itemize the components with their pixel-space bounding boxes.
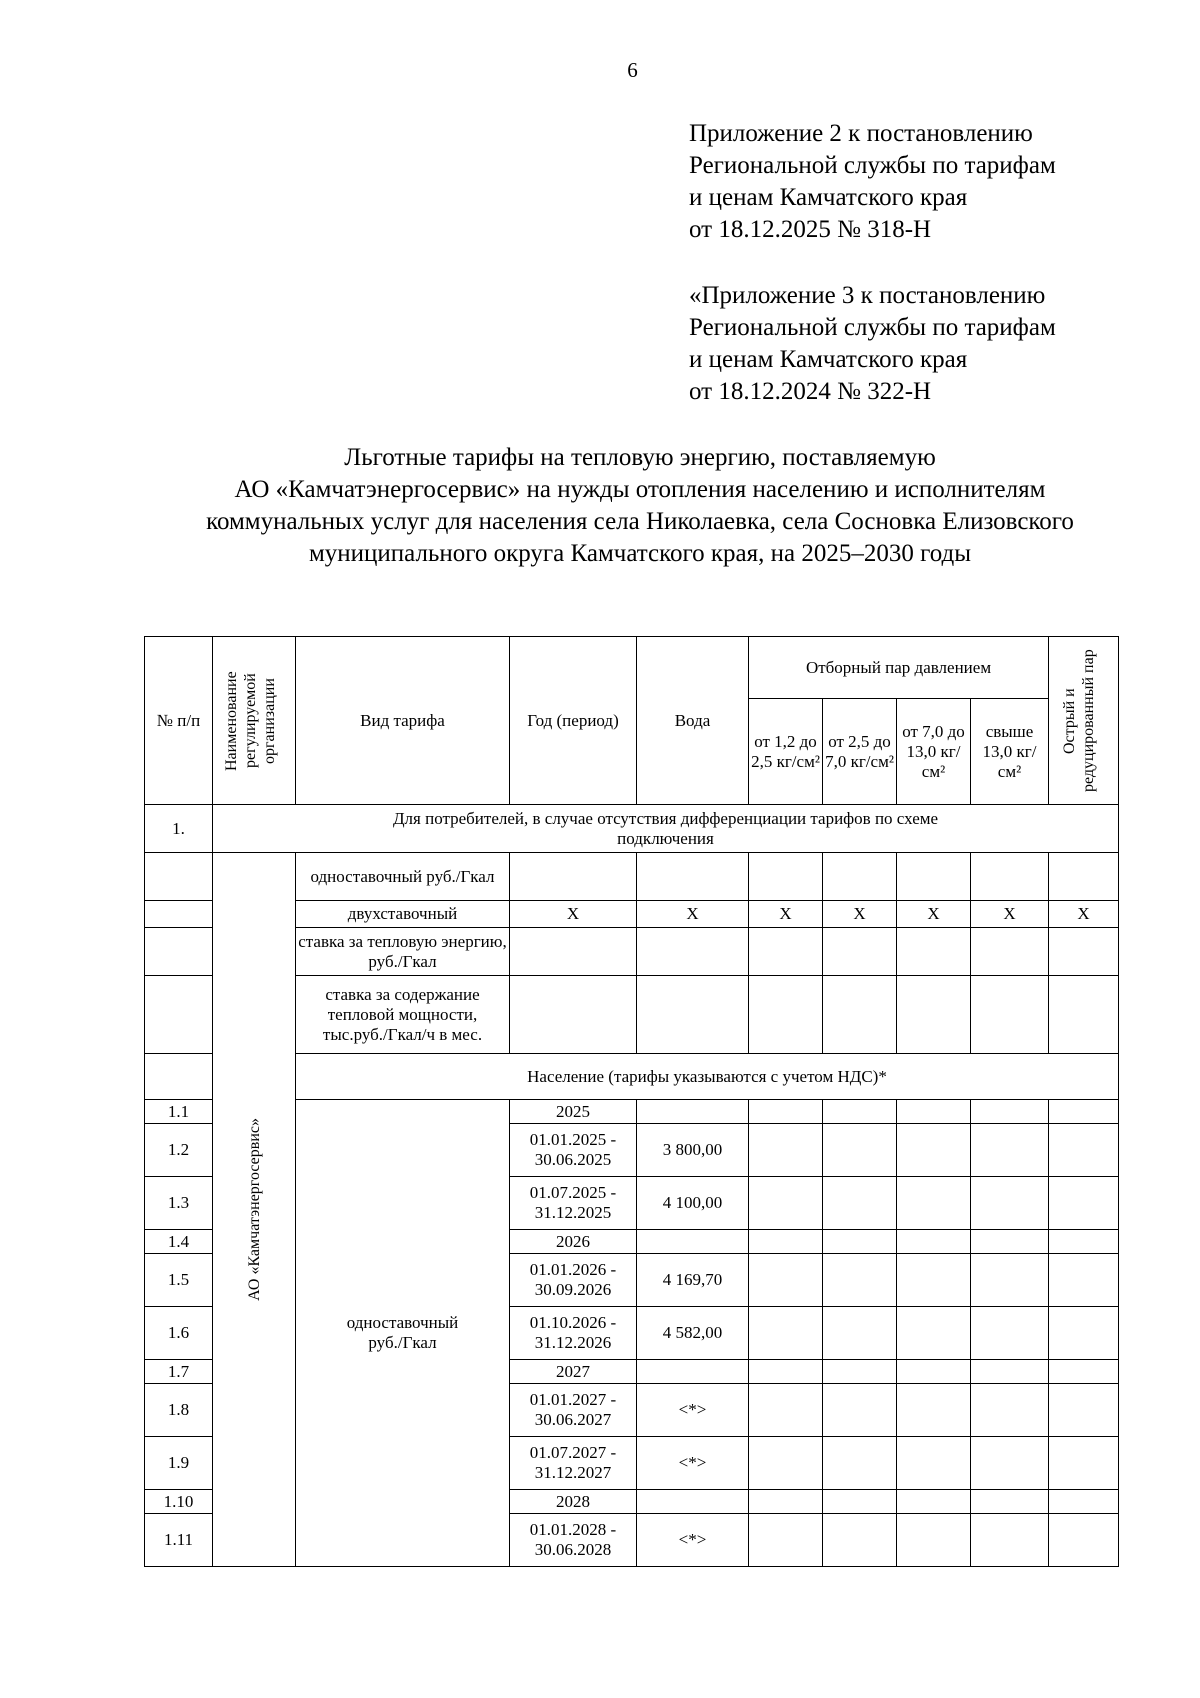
period-cell: 2025 (510, 1100, 637, 1124)
title-line: Льготные тарифы на тепловую энергию, поставляемую (344, 444, 936, 471)
header-org: Наименование регулируемой организации (213, 637, 296, 805)
annex-line: и ценам Камчатского края (689, 184, 968, 211)
cell-num (145, 901, 213, 928)
x-mark: Х (749, 901, 823, 928)
tariff-table (144, 636, 1119, 1567)
value-cell (749, 928, 823, 976)
value-cell (823, 1384, 897, 1437)
row-num: 1.10 (145, 1490, 213, 1514)
title-line: муниципального округа Камчатского края, на 2025–2030 годы (308, 540, 972, 567)
header-pressure-3: от 7,0 до 13,0 кг/см² (897, 699, 971, 805)
cell-num (145, 853, 213, 901)
annex-line: «Приложение 3 к постановлению (689, 282, 1046, 309)
value-cell (637, 853, 749, 901)
org-name-cell: АО «Камчатэнергосервис» (213, 853, 296, 1567)
row-num: 1.3 (145, 1177, 213, 1230)
value-cell (749, 1177, 823, 1230)
value-cell (971, 1514, 1049, 1567)
row-num: 1.6 (145, 1307, 213, 1360)
x-mark: Х (823, 901, 897, 928)
value-cell (971, 1124, 1049, 1177)
value-cell (1049, 1230, 1119, 1254)
period-cell: 2028 (510, 1490, 637, 1514)
value-cell (897, 1384, 971, 1437)
water-value: 4 169,70 (637, 1254, 749, 1307)
row-num: 1.7 (145, 1360, 213, 1384)
value-cell (1049, 1307, 1119, 1360)
value-cell (1049, 1437, 1119, 1490)
row-num: 1.9 (145, 1437, 213, 1490)
value-cell (971, 1360, 1049, 1384)
value-cell (749, 1230, 823, 1254)
value-cell (823, 1100, 897, 1124)
header-pressure-1: от 1,2 до 2,5 кг/см² (749, 699, 823, 805)
water-value: <*> (637, 1437, 749, 1490)
header-pressure-4: свыше 13,0 кг/см² (971, 699, 1049, 805)
value-cell (749, 1384, 823, 1437)
value-cell (897, 1100, 971, 1124)
value-cell (749, 853, 823, 901)
single-rate-label: одноставочный руб./Гкал (296, 853, 510, 901)
annex-line: Региональной службы по тарифам (689, 314, 1056, 341)
value-cell (971, 1437, 1049, 1490)
value-cell (823, 1124, 897, 1177)
value-cell (749, 1514, 823, 1567)
value-cell (749, 1254, 823, 1307)
value-cell (749, 1437, 823, 1490)
annex-amended-header (689, 280, 1169, 408)
value-cell (897, 1254, 971, 1307)
value-cell (510, 928, 637, 976)
value-cell (1049, 1124, 1119, 1177)
x-mark: Х (897, 901, 971, 928)
x-mark: Х (1049, 901, 1119, 928)
period-cell: 01.01.2027 - 30.06.2027 (510, 1384, 637, 1437)
row-num: 1.8 (145, 1384, 213, 1437)
value-cell (971, 853, 1049, 901)
value-cell (823, 1177, 897, 1230)
value-cell (823, 1490, 897, 1514)
x-mark: Х (637, 901, 749, 928)
value-cell (971, 1384, 1049, 1437)
value-cell (897, 976, 971, 1054)
value-cell (897, 928, 971, 976)
annex-line: от 18.12.2025 № 318-Н (689, 216, 932, 243)
value-cell (1049, 1100, 1119, 1124)
value-cell (971, 1254, 1049, 1307)
row-num: 1.2 (145, 1124, 213, 1177)
value-cell (823, 1307, 897, 1360)
value-cell (823, 853, 897, 901)
period-cell: 01.10.2026 - 31.12.2026 (510, 1307, 637, 1360)
value-cell (897, 853, 971, 901)
value-cell (510, 976, 637, 1054)
value-cell (897, 1177, 971, 1230)
value-cell (971, 976, 1049, 1054)
population-title: Население (тарифы указываются с учетом НДС)* (296, 1054, 1119, 1100)
x-mark: Х (510, 901, 637, 928)
title-line: АО «Камчатэнергосервис» на нужды отопления населению и исполнителям (234, 476, 1046, 503)
value-cell (823, 1437, 897, 1490)
period-cell: 2027 (510, 1360, 637, 1384)
header-steam-group: Отборный пар давлением (749, 637, 1049, 699)
value-cell (971, 1490, 1049, 1514)
header-num: № п/п (145, 637, 213, 805)
value-cell (1049, 1177, 1119, 1230)
value-cell (897, 1437, 971, 1490)
value-cell (749, 1360, 823, 1384)
value-cell (971, 1230, 1049, 1254)
value-cell (749, 1490, 823, 1514)
value-cell (1049, 1384, 1119, 1437)
water-value: <*> (637, 1384, 749, 1437)
header-tariff-type: Вид тарифа (296, 637, 510, 805)
population-tariff-type: одноставочный руб./Гкал (296, 1100, 510, 1567)
value-cell (897, 1230, 971, 1254)
value-cell (749, 976, 823, 1054)
value-cell (1049, 1490, 1119, 1514)
row-num: 1.4 (145, 1230, 213, 1254)
two-rate-label: двухставочный (296, 901, 510, 928)
value-cell (510, 853, 637, 901)
energy-rate-label: ставка за тепловую энергию, руб./Гкал (296, 928, 510, 976)
cell-num (145, 976, 213, 1054)
page-number: 6 (627, 58, 638, 82)
header-water: Вода (637, 637, 749, 805)
annex-line: от 18.12.2024 № 322-Н (689, 378, 932, 405)
water-value (637, 1230, 749, 1254)
annex-line: Региональной службы по тарифам (689, 152, 1056, 179)
value-cell (897, 1124, 971, 1177)
value-cell (823, 928, 897, 976)
section-num: 1. (145, 805, 213, 853)
water-value (637, 1100, 749, 1124)
header-pressure-2: от 2,5 до 7,0 кг/см² (823, 699, 897, 805)
water-value: 4 100,00 (637, 1177, 749, 1230)
water-value: 3 800,00 (637, 1124, 749, 1177)
row-num: 1.11 (145, 1514, 213, 1567)
document-title (120, 442, 1160, 570)
water-value: <*> (637, 1514, 749, 1567)
annex-line: и ценам Камчатского края (689, 346, 968, 373)
value-cell (1049, 1360, 1119, 1384)
cell-num (145, 1054, 213, 1100)
value-cell (1049, 928, 1119, 976)
period-cell: 01.01.2028 - 30.06.2028 (510, 1514, 637, 1567)
value-cell (1049, 853, 1119, 901)
water-value (637, 1490, 749, 1514)
period-cell: 01.07.2027 - 31.12.2027 (510, 1437, 637, 1490)
value-cell (971, 1307, 1049, 1360)
value-cell (971, 928, 1049, 976)
value-cell (897, 1307, 971, 1360)
value-cell (823, 976, 897, 1054)
value-cell (749, 1100, 823, 1124)
title-line: коммунальных услуг для населения села Николаевка, села Сосновка Елизовского (206, 508, 1074, 535)
value-cell (749, 1307, 823, 1360)
value-cell (971, 1177, 1049, 1230)
water-value: 4 582,00 (637, 1307, 749, 1360)
value-cell (897, 1514, 971, 1567)
header-year: Год (период) (510, 637, 637, 805)
value-cell (637, 928, 749, 976)
header-sharp-steam: Острый и редуцированный пар (1049, 637, 1119, 805)
water-value (637, 1360, 749, 1384)
value-cell (897, 1360, 971, 1384)
period-cell: 01.01.2026 - 30.09.2026 (510, 1254, 637, 1307)
value-cell (1049, 1254, 1119, 1307)
value-cell (823, 1230, 897, 1254)
annex-current-header (689, 118, 1169, 246)
x-mark: Х (971, 901, 1049, 928)
value-cell (823, 1254, 897, 1307)
value-cell (897, 1490, 971, 1514)
value-cell (823, 1514, 897, 1567)
value-cell (1049, 976, 1119, 1054)
period-cell: 2026 (510, 1230, 637, 1254)
period-cell: 01.07.2025 - 31.12.2025 (510, 1177, 637, 1230)
value-cell (637, 976, 749, 1054)
value-cell (1049, 1514, 1119, 1567)
section-title: Для потребителей, в случае отсутствия дифференциации тарифов по схеме подключения (213, 805, 1119, 853)
capacity-rate-label: ставка за содержание тепловой мощности, тыс.руб./Гкал/ч в мес. (296, 976, 510, 1054)
row-num: 1.5 (145, 1254, 213, 1307)
value-cell (971, 1100, 1049, 1124)
cell-num (145, 928, 213, 976)
period-cell: 01.01.2025 - 30.06.2025 (510, 1124, 637, 1177)
value-cell (823, 1360, 897, 1384)
annex-line: Приложение 2 к постановлению (689, 120, 1033, 147)
row-num: 1.1 (145, 1100, 213, 1124)
value-cell (749, 1124, 823, 1177)
